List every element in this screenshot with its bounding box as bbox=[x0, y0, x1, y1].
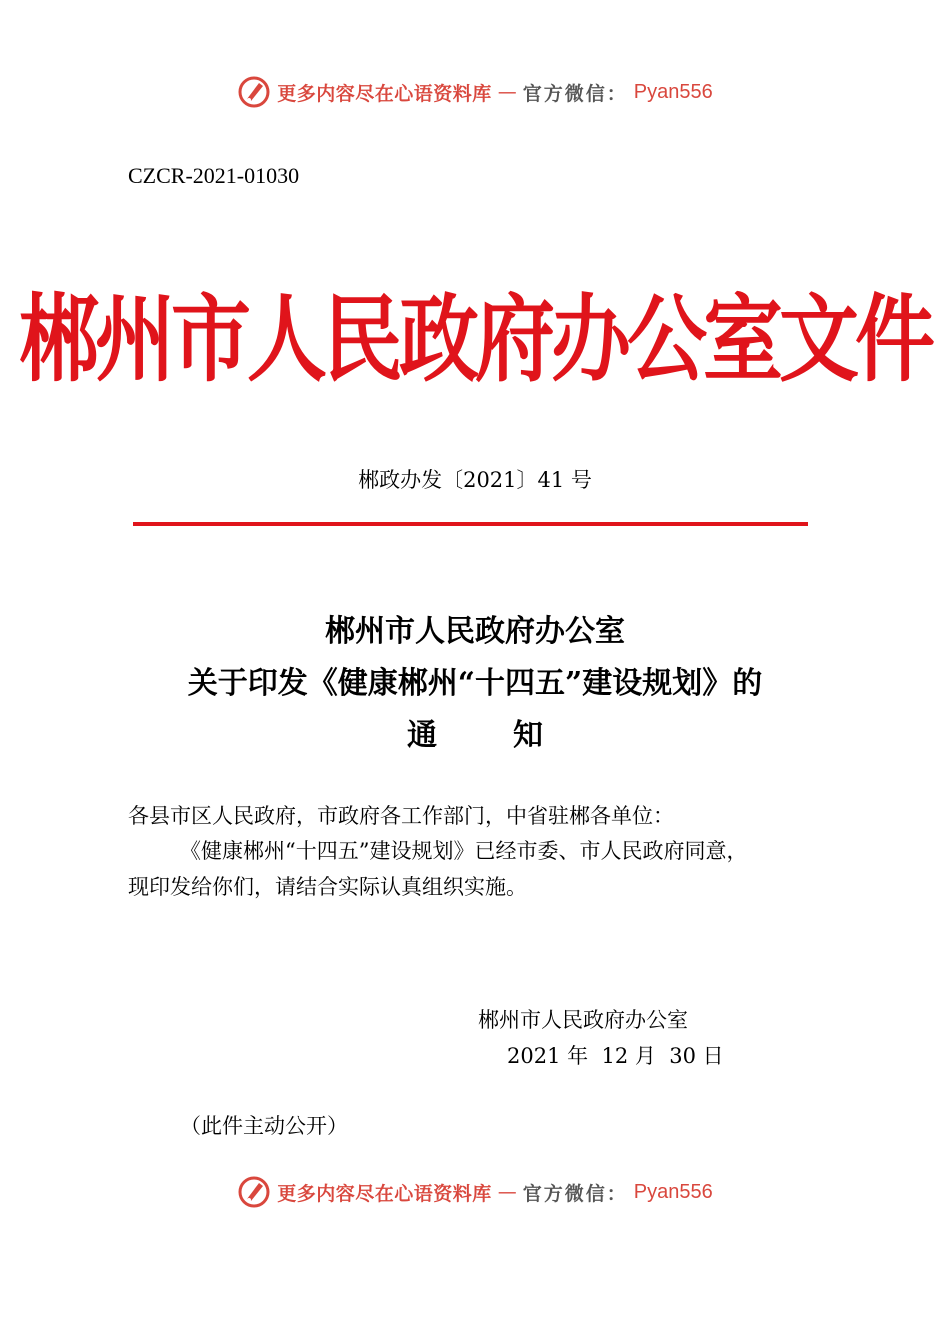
title-char-zhi: 知 bbox=[513, 718, 543, 753]
body-line-2: 现印发给你们，请结合实际认真组织实施。 bbox=[128, 875, 527, 899]
title-char-tong: 通 bbox=[407, 718, 437, 753]
watermark-main-text: 更多内容尽在心语资料库 bbox=[277, 82, 492, 105]
watermark-banner-top bbox=[0, 72, 950, 112]
watermark-main-text: 更多内容尽在心语资料库 bbox=[277, 1182, 492, 1205]
title-line-2: 关于印发《健康郴州“十四五”建设规划》的 bbox=[187, 666, 763, 701]
issue-date: 2021 年 12 月 30 日 bbox=[507, 1044, 724, 1068]
red-separator-rule bbox=[133, 522, 808, 526]
document-masthead: 郴州市人民政府办公室文件 bbox=[19, 284, 931, 395]
issuer-name: 郴州市人民政府办公室 bbox=[478, 1008, 688, 1032]
title-line-3 bbox=[0, 716, 950, 756]
document-number: 郴政办发〔2021〕41 号 bbox=[358, 468, 592, 492]
salutation: 各县市区人民政府，市政府各工作部门，中省驻郴各单位： bbox=[128, 804, 674, 828]
title-line-1: 郴州市人民政府办公室 bbox=[325, 614, 625, 649]
pen-logo-icon bbox=[237, 75, 271, 109]
watermark-wechat-id: Pyan556 bbox=[633, 1180, 713, 1203]
watermark-wechat-id: Pyan556 bbox=[633, 80, 713, 103]
document-id-code: CZCR-2021-01030 bbox=[128, 163, 300, 188]
watermark-banner-bottom bbox=[0, 1172, 950, 1212]
watermark-dash: — bbox=[497, 1181, 517, 1203]
watermark-sub-text: 官方微信： bbox=[522, 1182, 628, 1205]
watermark-dash: — bbox=[497, 81, 517, 103]
public-disclosure-note: （此件主动公开） bbox=[180, 1114, 348, 1138]
pen-logo-icon bbox=[237, 1175, 271, 1209]
watermark-sub-text: 官方微信： bbox=[522, 82, 628, 105]
body-line-1: 《健康郴州“十四五”建设规划》已经市委、市人民政府同意， bbox=[180, 839, 748, 863]
